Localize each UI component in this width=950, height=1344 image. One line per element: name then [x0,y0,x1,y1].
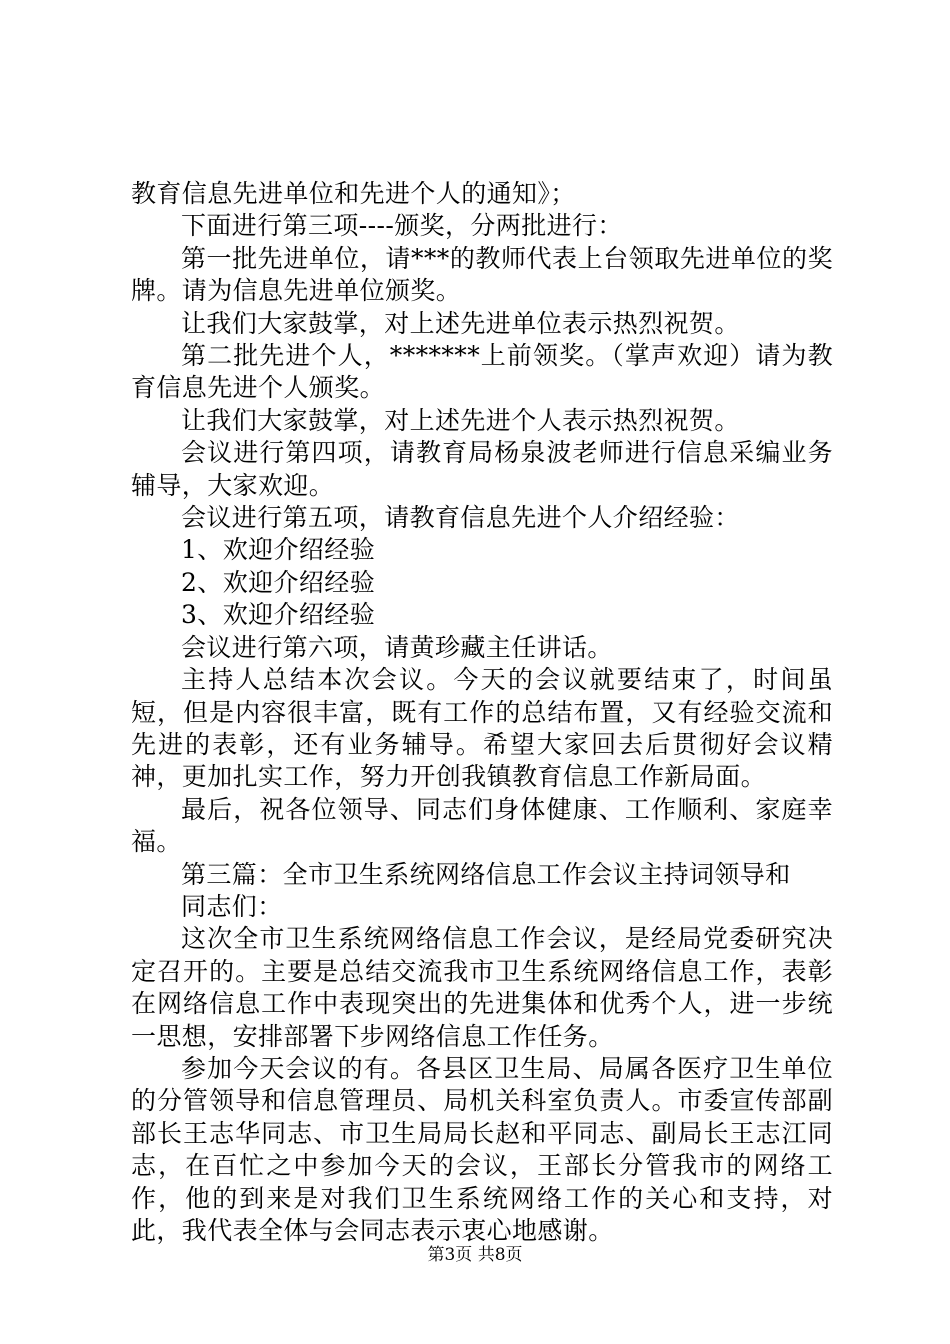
paragraph: 会议进行第六项，请黄珍藏主任讲话。 [181,632,613,662]
paragraph: 最后，祝各位领导、同志们身体健康、工作顺利、家庭幸福。 [131,794,833,857]
paragraph: 这次全市卫生系统网络信息工作会议，是经局党委研究决定召开的。主要是总结交流我市卫生系统网络信息工作，表彰在网络信息工作中表现突出的先进集体和优秀个人，进一步统一思想，安排部署下步网络信息工作任务。 [131,924,833,1051]
paragraph: 第二批先进个人，*******上前领奖。（掌声欢迎）请为教育信息先进个人颁奖。 [131,341,833,403]
paragraph: 会议进行第四项，请教育局杨泉波老师进行信息采编业务辅导，大家欢迎。 [131,438,833,500]
paragraph: 让我们大家鼓掌，对上述先进个人表示热烈祝贺。 [181,405,740,435]
paragraph: 会议进行第五项，请教育信息先进个人介绍经验： [181,503,740,533]
paragraph: 2、欢迎介绍经验 [181,567,376,597]
paragraph: 教育信息先进单位和先进个人的通知》； [131,179,576,208]
paragraph: 同志们： [181,891,283,921]
paragraph: 第三篇：全市卫生系统网络信息工作会议主持词领导和 [181,859,791,889]
paragraph: 第一批先进单位，请***的教师代表上台领取先进单位的奖牌。请为信息先进单位颁奖。 [131,243,833,306]
paragraph: 参加今天会议的有。各县区卫生局、局属各医疗卫生单位的分管领导和信息管理员、局机关科室负责人。市委宣传部副部长王志华同志、市卫生局局长赵和平同志、副局长王志江同志，在百忙之中参加今天的会议，王部长分管我市的网络工作，他的到来是对我们卫生系统网络工作的关心和支持，对此，我代表全体与会同志表示衷心地感谢。 [131,1053,833,1245]
paragraph: 主持人总结本次会议。今天的会议就要结束了，时间虽短，但是内容很丰富，既有工作的总结布置，又有经验交流和先进的表彰，还有业务辅导。希望大家回去后贯彻好会议精神，更加扎实工作，努力开创我镇教育信息工作新局面。 [131,665,833,792]
paragraph: 下面进行第三项----颁奖，分两批进行： [181,211,623,241]
paragraph: 让我们大家鼓掌，对上述先进单位表示热烈祝贺。 [181,308,740,338]
document-body [131,178,833,1247]
paragraph: 3、欢迎介绍经验 [181,600,376,630]
page-footer: 第3页 共8页 [427,1245,523,1265]
paragraph: 1、欢迎介绍经验 [181,535,376,565]
